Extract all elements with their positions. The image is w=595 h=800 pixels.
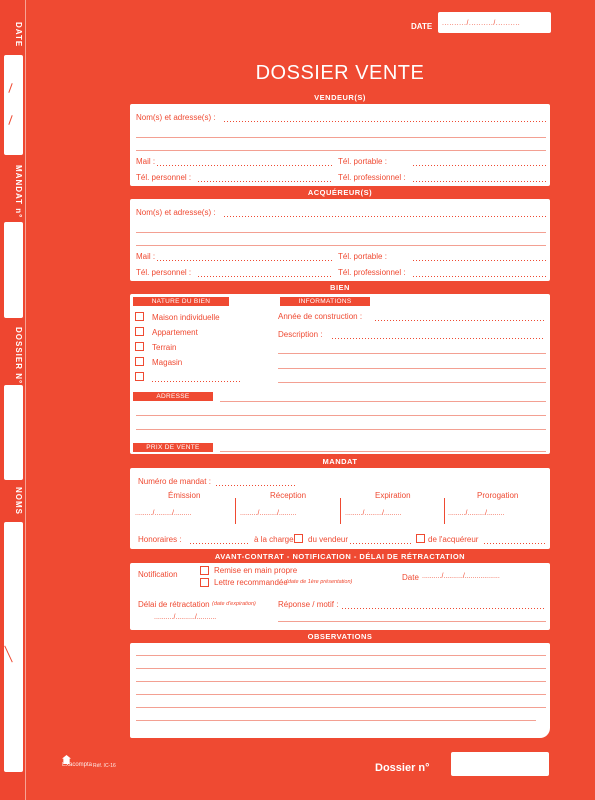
de-l-acquereur-label: de l'acquéreur xyxy=(428,535,479,544)
du-vendeur-label: du vendeur xyxy=(308,535,349,544)
reponse-motif-line-2[interactable] xyxy=(278,621,546,622)
vendeurs-tel-personnel-label: Tél. personnel : xyxy=(136,173,192,182)
checkbox-maison[interactable] xyxy=(135,312,144,321)
prix-de-vente-tag: PRIX DE VENTE xyxy=(133,443,213,452)
autre-field[interactable] xyxy=(152,381,240,382)
acquereurs-names-line-2[interactable] xyxy=(136,232,546,233)
option-terrain-label: Terrain xyxy=(152,343,177,352)
side-date-box[interactable] xyxy=(4,55,23,155)
top-date-field[interactable] xyxy=(438,12,551,33)
side-mandat-label: MANDAT n° xyxy=(14,165,23,219)
description-line-3[interactable] xyxy=(278,368,546,369)
annee-construction-field[interactable] xyxy=(375,320,545,321)
option-appartement-label: Appartement xyxy=(152,328,198,337)
acquereur-honoraires-field[interactable] xyxy=(484,543,546,544)
mandat-divider-2 xyxy=(340,498,341,524)
reponse-motif-label: Réponse / motif : xyxy=(278,600,339,609)
observations-line-1[interactable] xyxy=(136,655,546,656)
observations-line-6[interactable] xyxy=(136,720,536,721)
top-date-label: DATE xyxy=(411,22,433,31)
vendeurs-tel-personnel-field[interactable] xyxy=(198,181,332,182)
mandat-divider-1 xyxy=(235,498,236,524)
checkbox-remise-main-propre[interactable] xyxy=(200,566,209,575)
dossier-number-label: Dossier n° xyxy=(375,762,430,774)
numero-mandat-field[interactable] xyxy=(216,485,296,486)
mandat-heading: MANDAT xyxy=(322,457,358,466)
top-date-blank: ........../........../.......... xyxy=(442,20,521,27)
acquereurs-tel-pro-label: Tél. professionnel : xyxy=(338,268,406,277)
adresse-line-2[interactable] xyxy=(136,415,546,416)
vendeurs-panel xyxy=(130,104,550,186)
side-tab-strip xyxy=(0,0,26,800)
description-label: Description : xyxy=(278,330,323,339)
side-date-label: DATE xyxy=(14,22,23,48)
acquereurs-names-label: Nom(s) et adresse(s) : xyxy=(136,208,216,217)
acquereurs-names-line-1[interactable] xyxy=(224,216,546,217)
adresse-line-3[interactable] xyxy=(136,429,546,430)
annee-construction-label: Année de construction : xyxy=(278,312,363,321)
bien-heading: BIEN xyxy=(330,283,350,292)
acquereurs-tel-portable-label: Tél. portable : xyxy=(338,252,387,261)
numero-mandat-label: Numéro de mandat : xyxy=(138,477,211,486)
vendeurs-tel-pro-label: Tél. professionnel : xyxy=(338,173,406,182)
notification-date-field[interactable]: ........../........../.................. xyxy=(422,573,500,580)
remise-main-propre-label: Remise en main propre xyxy=(214,566,298,575)
emission-label: Émission xyxy=(168,491,201,500)
option-maison-label: Maison individuelle xyxy=(152,313,220,322)
vendeurs-mail-field[interactable] xyxy=(157,165,332,166)
checkbox-magasin[interactable] xyxy=(135,357,144,366)
delai-note: (date d'expiration) xyxy=(212,601,256,607)
checkbox-terrain[interactable] xyxy=(135,342,144,351)
checkbox-charge-vendeur[interactable] xyxy=(294,534,303,543)
notification-date-label: Date xyxy=(402,573,419,582)
brand-reference: Réf. IC-16 xyxy=(93,763,116,769)
nature-du-bien-tag: NATURE DU BIEN xyxy=(133,297,229,306)
description-line-4[interactable] xyxy=(278,382,546,383)
lettre-recommandee-label: Lettre recommandée xyxy=(214,578,288,587)
adresse-line-1[interactable] xyxy=(220,401,546,402)
option-magasin-label: Magasin xyxy=(152,358,183,367)
vendeurs-names-line-1[interactable] xyxy=(224,121,546,122)
page-title: DOSSIER VENTE xyxy=(255,62,425,84)
lettre-note: (date de 1ère présentation) xyxy=(286,579,353,585)
acquereurs-mail-field[interactable] xyxy=(157,260,332,261)
bien-panel xyxy=(130,294,550,454)
adresse-tag: ADRESSE xyxy=(133,392,213,401)
observations-heading: OBSERVATIONS xyxy=(307,632,373,641)
acquereurs-tel-personnel-field[interactable] xyxy=(198,276,332,277)
avant-contrat-panel xyxy=(130,563,550,630)
delai-date-field[interactable]: ........../........../.......... xyxy=(154,614,217,621)
observations-line-3[interactable] xyxy=(136,681,546,682)
observations-line-4[interactable] xyxy=(136,694,546,695)
vendeurs-mail-label: Mail : xyxy=(136,157,156,166)
observations-line-2[interactable] xyxy=(136,668,546,669)
checkbox-appartement[interactable] xyxy=(135,327,144,336)
vendeurs-names-line-3[interactable] xyxy=(136,150,546,151)
description-line-2[interactable] xyxy=(278,353,546,354)
reception-date-field[interactable]: ........./........./......... xyxy=(240,510,297,517)
acquereurs-tel-pro-field[interactable] xyxy=(413,276,546,277)
observations-panel xyxy=(130,643,550,738)
mandat-divider-3 xyxy=(444,498,445,524)
vendeurs-names-label: Nom(s) et adresse(s) : xyxy=(136,113,216,122)
a-la-charge-label: à la charge xyxy=(254,535,294,544)
acquereurs-tel-portable-field[interactable] xyxy=(413,260,546,261)
checkbox-autre[interactable] xyxy=(135,372,144,381)
observations-line-5[interactable] xyxy=(136,707,546,708)
prorogation-date-field[interactable]: ........./........./......... xyxy=(448,510,505,517)
vendeur-honoraires-field[interactable] xyxy=(350,543,412,544)
checkbox-charge-acquereur[interactable] xyxy=(416,534,425,543)
checkbox-lettre-recommandee[interactable] xyxy=(200,578,209,587)
reponse-motif-field[interactable] xyxy=(342,608,546,609)
delai-retractation-label: Délai de rétractation xyxy=(138,600,210,609)
acquereurs-tel-personnel-label: Tél. personnel : xyxy=(136,268,192,277)
expiration-label: Expiration xyxy=(375,491,411,500)
reception-label: Réception xyxy=(270,491,307,500)
honoraires-field[interactable] xyxy=(190,543,250,544)
prorogation-label: Prorogation xyxy=(477,491,519,500)
vendeurs-tel-pro-field[interactable] xyxy=(413,181,546,182)
acquereurs-names-line-3[interactable] xyxy=(136,245,546,246)
mandat-panel xyxy=(130,468,550,549)
expiration-date-field[interactable]: ........./........./......... xyxy=(345,510,402,517)
brand-name: Exacompta xyxy=(62,762,93,768)
vendeurs-tel-portable-label: Tél. portable : xyxy=(338,157,387,166)
side-dossier-label: DOSSIER N° xyxy=(14,327,23,385)
avant-contrat-heading: AVANT-CONTRAT - NOTIFICATION - DÉLAI DE RÉTRACTATION xyxy=(214,552,466,561)
vendeurs-tel-portable-field[interactable] xyxy=(413,165,546,166)
side-mandat-box[interactable] xyxy=(4,222,23,318)
informations-tag: INFORMATIONS xyxy=(280,297,370,306)
side-noms-box[interactable] xyxy=(4,522,23,772)
acquereurs-heading: ACQUÉREUR(S) xyxy=(307,188,373,197)
dossier-number-field[interactable] xyxy=(451,752,549,776)
vendeurs-heading: VENDEUR(S) xyxy=(314,93,366,102)
acquereurs-panel xyxy=(130,199,550,281)
honoraires-label: Honoraires : xyxy=(138,535,182,544)
description-line-1[interactable] xyxy=(332,338,545,339)
vendeurs-names-line-2[interactable] xyxy=(136,137,546,138)
emission-date-field[interactable]: ........./........./......... xyxy=(135,510,192,517)
acquereurs-mail-label: Mail : xyxy=(136,252,156,261)
side-dossier-box[interactable] xyxy=(4,385,23,480)
prix-de-vente-field[interactable] xyxy=(220,451,546,452)
side-noms-label: NOMS xyxy=(14,487,23,515)
notification-label: Notification xyxy=(138,570,178,579)
